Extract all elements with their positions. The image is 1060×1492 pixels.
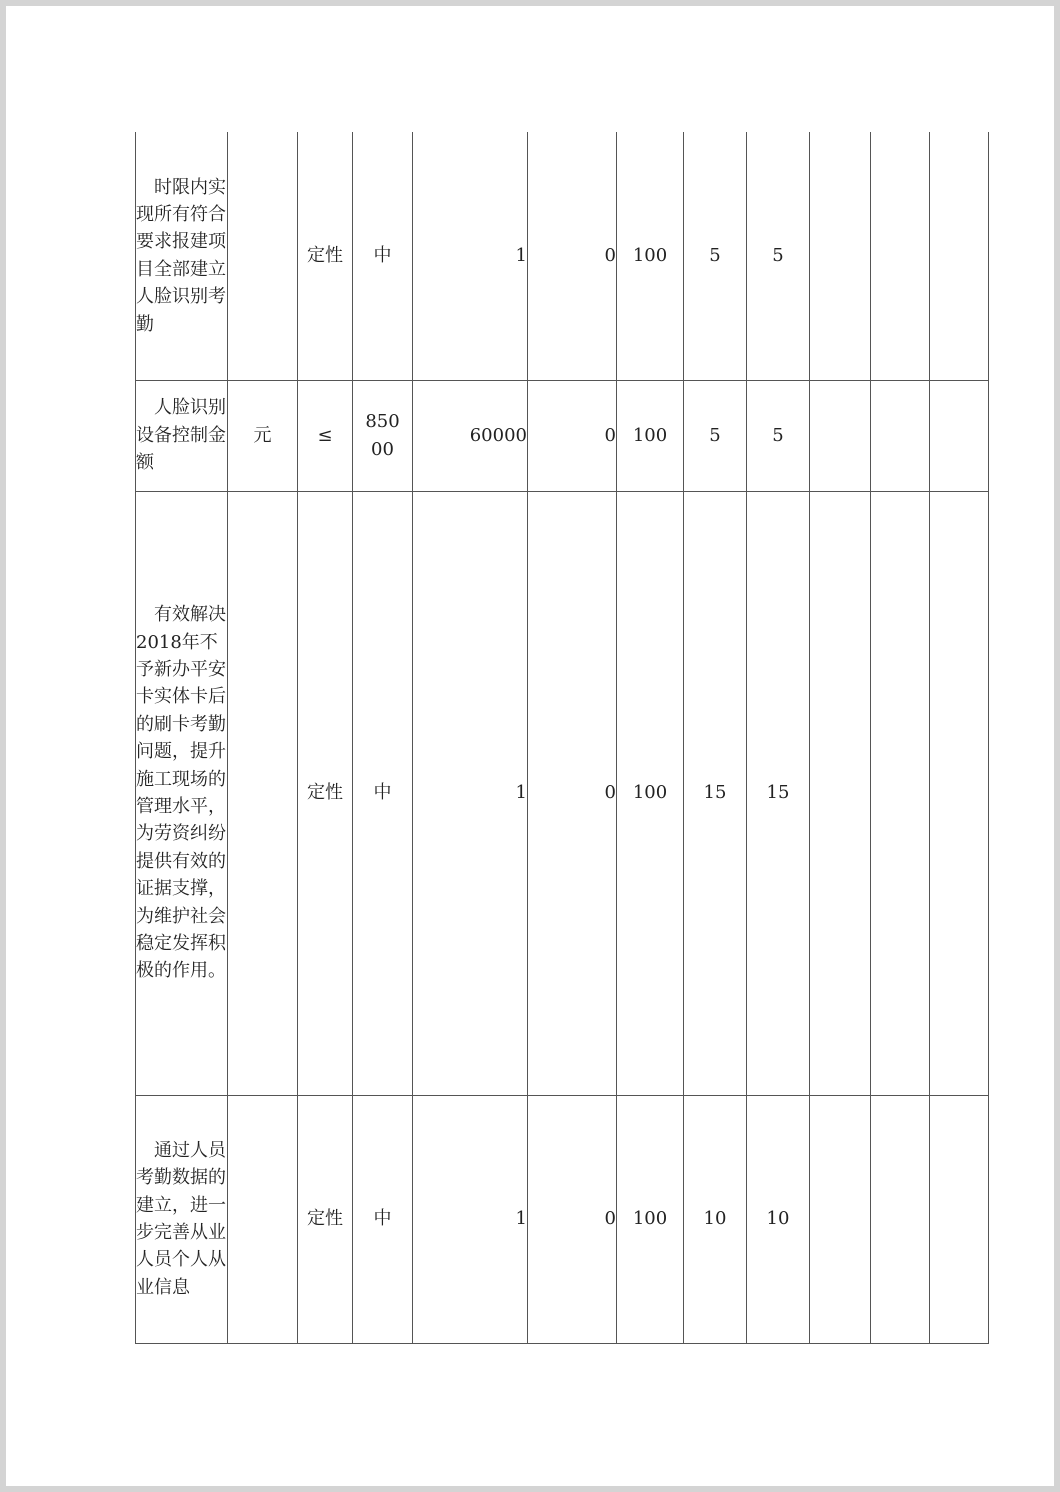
empty-cell <box>810 491 871 1095</box>
actual-cell: 1 <box>413 491 528 1095</box>
unit-cell <box>228 132 298 380</box>
document-page <box>6 6 1054 1486</box>
full-score-cell: 100 <box>617 380 684 491</box>
indicator-cell: 有效解决2018年不予新办平安卡实体卡后的刷卡考勤问题，提升施工现场的管理水平，为劳资纠纷提供有效的证据支撑，为维护社会稳定发挥积极的作用。 <box>136 491 228 1095</box>
actual-cell: 1 <box>413 132 528 380</box>
target-cell: 中 <box>353 491 413 1095</box>
target-cell: 中 <box>353 132 413 380</box>
unit-cell: 元 <box>228 380 298 491</box>
empty-cell <box>930 380 989 491</box>
value-cell: 0 <box>528 491 617 1095</box>
unit-cell <box>228 491 298 1095</box>
score-cell: 10 <box>747 1095 810 1343</box>
indicator-cell: 时限内实现所有符合要求报建项目全部建立人脸识别考勤 <box>136 132 228 380</box>
target-cell: 85000 <box>353 380 413 491</box>
weight-cell: 5 <box>684 132 747 380</box>
empty-cell <box>810 132 871 380</box>
value-cell: 0 <box>528 380 617 491</box>
weight-cell: 5 <box>684 380 747 491</box>
target-cell: 中 <box>353 1095 413 1343</box>
empty-cell <box>810 380 871 491</box>
performance-indicator-table <box>135 132 989 1344</box>
empty-cell <box>810 1095 871 1343</box>
score-cell: 5 <box>747 380 810 491</box>
empty-cell <box>871 1095 930 1343</box>
unit-cell <box>228 1095 298 1343</box>
indicator-cell: 通过人员考勤数据的建立，进一步完善从业人员个人从业信息 <box>136 1095 228 1343</box>
operator-cell: 定性 <box>298 491 353 1095</box>
empty-cell <box>930 1095 989 1343</box>
table-row <box>136 491 989 1095</box>
empty-cell <box>871 380 930 491</box>
score-cell: 5 <box>747 132 810 380</box>
empty-cell <box>930 132 989 380</box>
empty-cell <box>930 491 989 1095</box>
table-row <box>136 1095 989 1343</box>
table-row <box>136 380 989 491</box>
weight-cell: 10 <box>684 1095 747 1343</box>
weight-cell: 15 <box>684 491 747 1095</box>
operator-cell: 定性 <box>298 1095 353 1343</box>
empty-cell <box>871 491 930 1095</box>
full-score-cell: 100 <box>617 491 684 1095</box>
actual-cell: 1 <box>413 1095 528 1343</box>
empty-cell <box>871 132 930 380</box>
value-cell: 0 <box>528 132 617 380</box>
full-score-cell: 100 <box>617 1095 684 1343</box>
value-cell: 0 <box>528 1095 617 1343</box>
operator-cell: 定性 <box>298 132 353 380</box>
table-row <box>136 132 989 380</box>
actual-cell: 60000 <box>413 380 528 491</box>
full-score-cell: 100 <box>617 132 684 380</box>
indicator-cell: 人脸识别设备控制金额 <box>136 380 228 491</box>
score-cell: 15 <box>747 491 810 1095</box>
operator-cell: ≤ <box>298 380 353 491</box>
